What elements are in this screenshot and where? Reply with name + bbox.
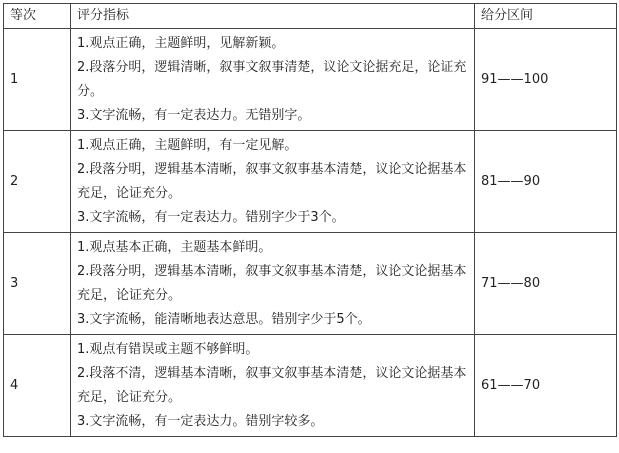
- table-row: [4, 335, 617, 437]
- score-range-cell: 81——90: [475, 131, 617, 233]
- grade-cell: 1: [4, 29, 71, 131]
- table-row: [4, 131, 617, 233]
- score-range-cell: 71——80: [475, 233, 617, 335]
- score-range-cell: 61——70: [475, 335, 617, 437]
- header-score-range: 给分区间: [475, 4, 617, 29]
- criteria-line: 3.文字流畅，有一定表达力。无错别字。: [77, 107, 311, 123]
- criteria-line: 2.段落分明，逻辑基本清晰，叙事文叙事基本清楚，议论文论据基本充足，论证充分。: [77, 263, 467, 303]
- score-range-cell: 91——100: [475, 29, 617, 131]
- header-grade: 等次: [4, 4, 71, 29]
- criteria-line: 2.段落分明，逻辑基本清晰，叙事文叙事基本清楚，议论文论据基本充足，论证充分。: [77, 161, 467, 201]
- criteria-cell: [71, 335, 475, 437]
- criteria-line: 1.观点正确，主题鲜明，有一定见解。: [77, 137, 298, 153]
- criteria-line: 1.观点基本正确，主题基本鲜明。: [77, 239, 272, 255]
- header-row: [4, 4, 617, 29]
- table-row: [4, 29, 617, 131]
- header-criteria: 评分指标: [71, 4, 475, 29]
- criteria-line: 3.文字流畅，能清晰地表达意思。错别字少于5个。: [77, 311, 371, 327]
- grade-cell: 2: [4, 131, 71, 233]
- criteria-cell: [71, 233, 475, 335]
- criteria-line: 1.观点有错误或主题不够鲜明。: [77, 341, 259, 357]
- criteria-line: 2.段落不清，逻辑基本清晰，叙事文叙事基本清楚，议论文论据基本充足，论证充分。: [77, 365, 467, 405]
- criteria-line: 1.观点正确，主题鲜明，见解新颖。: [77, 35, 285, 51]
- criteria-cell: [71, 29, 475, 131]
- criteria-cell: [71, 131, 475, 233]
- criteria-line: 3.文字流畅，有一定表达力。错别字少于3个。: [77, 209, 345, 225]
- criteria-line: 3.文字流畅，有一定表达力。错别字较多。: [77, 413, 324, 429]
- grade-cell: 3: [4, 233, 71, 335]
- grading-table: [3, 3, 617, 437]
- criteria-line: 2.段落分明，逻辑清晰，叙事文叙事清楚，议论文论据充足，论证充分。: [77, 59, 467, 99]
- table-row: [4, 233, 617, 335]
- grade-cell: 4: [4, 335, 71, 437]
